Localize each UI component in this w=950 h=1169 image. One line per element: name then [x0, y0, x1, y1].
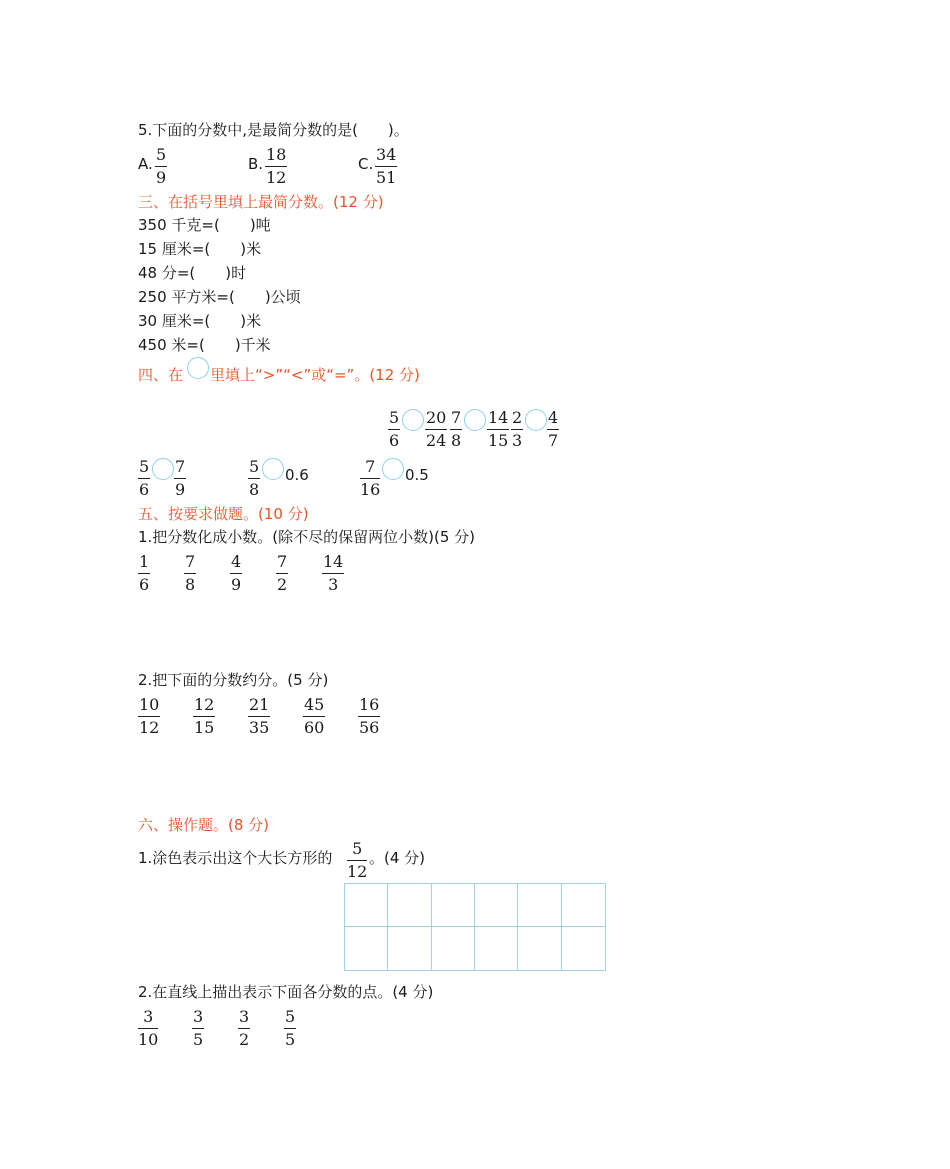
compare-r2-item-3-left: [360, 458, 380, 499]
denominator: 3: [512, 431, 523, 450]
fraction-bar: [265, 166, 287, 167]
fraction-bar: [184, 573, 196, 574]
denominator: 6: [139, 480, 150, 499]
denominator: 51: [376, 168, 397, 187]
section-4-title-part-2: 里填上“>”“<”或“=”。(12 分): [210, 366, 420, 384]
numerator: 21: [249, 695, 270, 714]
denominator: 56: [359, 718, 380, 737]
grid-cell[interactable]: [432, 884, 475, 927]
fraction-bar: [284, 1028, 296, 1029]
compare-circle-4[interactable]: [152, 458, 174, 480]
grid-cell[interactable]: [518, 884, 561, 927]
denominator: 12: [139, 718, 160, 737]
q5-option-a-label: A.: [138, 155, 153, 173]
conversion-item-1[interactable]: 350 千克=( )吨: [138, 216, 271, 234]
fraction-bar: [303, 716, 325, 717]
grid-cell[interactable]: [345, 927, 388, 970]
denominator: 12: [266, 168, 287, 187]
q5-option-b-fraction[interactable]: [265, 146, 287, 187]
section-6-q2: 2.在直线上描出表示下面各分数的点。(4 分): [138, 983, 434, 1001]
compare-circle-6[interactable]: [382, 458, 404, 480]
compare-r1-frac-3: [450, 409, 462, 450]
fraction-bar: [375, 166, 397, 167]
q5-option-b-label: B.: [248, 155, 264, 173]
denominator: 35: [249, 718, 270, 737]
numerator: 5: [249, 457, 260, 476]
numerator: 5: [285, 1007, 296, 1026]
to-decimal-frac-4: [276, 553, 288, 594]
grid-cell[interactable]: [345, 884, 388, 927]
fraction-bar: [425, 429, 447, 430]
simplify-frac-5: [358, 696, 380, 737]
denominator: 9: [175, 480, 186, 499]
numerator: 18: [266, 145, 287, 164]
denominator: 5: [193, 1030, 204, 1049]
section-5-title: 五、按要求做题。(10 分): [138, 505, 309, 523]
numerator: 5: [156, 145, 167, 164]
denominator: 15: [194, 718, 215, 737]
fraction-bar: [192, 1028, 204, 1029]
compare-circle-3[interactable]: [525, 409, 547, 431]
denominator: 16: [360, 480, 381, 499]
grid-cell[interactable]: [388, 927, 431, 970]
numerator: 34: [376, 145, 397, 164]
section-4-title-part-1: 四、在: [138, 366, 184, 384]
q5-stem: 5.下面的分数中,是最简分数的是( )。: [138, 121, 409, 139]
simplify-frac-4: [303, 696, 325, 737]
fraction-bar: [358, 716, 380, 717]
denominator: 6: [139, 575, 150, 594]
numerator: 7: [277, 552, 288, 571]
compare-r2-item-2-left: [248, 458, 260, 499]
q5-option-a-fraction[interactable]: [155, 146, 167, 187]
grid-cell[interactable]: [475, 927, 518, 970]
fraction-bar: [138, 478, 150, 479]
numerator: 7: [185, 552, 196, 571]
grid-cell[interactable]: [388, 884, 431, 927]
denominator: 10: [138, 1030, 159, 1049]
numerator: 7: [451, 408, 462, 427]
conversion-item-3[interactable]: 48 分=( )时: [138, 264, 247, 282]
number-line-frac-1: [138, 1008, 158, 1049]
fraction-bar: [238, 1028, 250, 1029]
simplify-frac-3: [248, 696, 270, 737]
compare-r2-item-1-left: [138, 458, 150, 499]
numerator: 20: [426, 408, 447, 427]
denominator: 2: [277, 575, 288, 594]
denominator: 8: [185, 575, 196, 594]
denominator: 12: [347, 862, 368, 881]
numerator: 3: [239, 1007, 250, 1026]
number-line-frac-4: [284, 1008, 296, 1049]
fraction-bar: [193, 716, 215, 717]
numerator: 7: [175, 457, 186, 476]
fraction-bar: [487, 429, 509, 430]
denominator: 15: [488, 431, 509, 450]
q5-option-c-fraction[interactable]: [375, 146, 397, 187]
numerator: 10: [139, 695, 160, 714]
fraction-bar: [138, 1028, 158, 1029]
numerator: 1: [139, 552, 150, 571]
numerator: 16: [359, 695, 380, 714]
compare-r2-item-2-right: 0.6: [285, 466, 309, 484]
numerator: 14: [323, 552, 344, 571]
numerator: 5: [139, 457, 150, 476]
compare-r1-frac-5: [511, 409, 523, 450]
fraction-bar: [450, 429, 462, 430]
grid-cell[interactable]: [562, 884, 605, 927]
numerator: 2: [512, 408, 523, 427]
numerator: 4: [231, 552, 242, 571]
circle-placeholder-icon: [187, 357, 209, 379]
fraction-bar: [155, 166, 167, 167]
conversion-item-6[interactable]: 450 米=( )千米: [138, 336, 271, 354]
fraction-bar: [230, 573, 242, 574]
fraction-bar: [248, 478, 260, 479]
fraction-bar: [138, 716, 160, 717]
numerator: 14: [488, 408, 509, 427]
denominator: 5: [285, 1030, 296, 1049]
section-6-q1-part-1: 1.涂色表示出这个大长方形的: [138, 849, 333, 867]
numerator: 12: [194, 695, 215, 714]
fraction-bar: [174, 478, 186, 479]
fraction-bar: [276, 573, 288, 574]
denominator: 8: [451, 431, 462, 450]
grid-cell[interactable]: [562, 927, 605, 970]
compare-circle-5[interactable]: [262, 458, 284, 480]
grid-cell[interactable]: [518, 927, 561, 970]
conversion-item-4[interactable]: 250 平方米=( )公顷: [138, 288, 301, 306]
denominator: 2: [239, 1030, 250, 1049]
compare-r1-frac-2: [425, 409, 447, 450]
denominator: 60: [304, 718, 325, 737]
grid-cell[interactable]: [432, 927, 475, 970]
conversion-item-2[interactable]: 15 厘米=( )米: [138, 240, 262, 258]
denominator: 24: [426, 431, 447, 450]
denominator: 3: [328, 575, 339, 594]
fraction-bar: [248, 716, 270, 717]
compare-r2-item-3-right: 0.5: [405, 466, 429, 484]
fraction-bar: [322, 573, 344, 574]
section-5-q2: 2.把下面的分数约分。(5 分): [138, 671, 329, 689]
compare-circle-2[interactable]: [464, 409, 486, 431]
shading-rectangle-grid[interactable]: [344, 883, 606, 971]
fraction-bar: [511, 429, 523, 430]
number-line-frac-2: [192, 1008, 204, 1049]
numerator: 3: [193, 1007, 204, 1026]
compare-circle-1[interactable]: [402, 409, 424, 431]
numerator: 45: [304, 695, 325, 714]
simplify-frac-1: [138, 696, 160, 737]
simplify-frac-2: [193, 696, 215, 737]
fraction-bar: [388, 429, 400, 430]
numerator: 5: [389, 408, 400, 427]
q5-option-c-label: C.: [358, 155, 374, 173]
numerator: 3: [143, 1007, 154, 1026]
fraction-bar: [138, 573, 150, 574]
section-6-title: 六、操作题。(8 分): [138, 816, 270, 834]
compare-r2-item-1-right: [174, 458, 186, 499]
denominator: 7: [548, 431, 559, 450]
section-5-q1: 1.把分数化成小数。(除不尽的保留两位小数)(5 分): [138, 528, 476, 546]
compare-r1-frac-1: [388, 409, 400, 450]
to-decimal-frac-5: [322, 553, 344, 594]
conversion-item-5[interactable]: 30 厘米=( )米: [138, 312, 262, 330]
section-3-title: 三、在括号里填上最简分数。(12 分): [138, 193, 384, 211]
grid-cell[interactable]: [475, 884, 518, 927]
to-decimal-frac-2: [184, 553, 196, 594]
denominator: 8: [249, 480, 260, 499]
fraction-bar: [360, 478, 380, 479]
number-line-frac-3: [238, 1008, 250, 1049]
numerator: 7: [365, 457, 376, 476]
numerator: 4: [548, 408, 559, 427]
section-6-q1-part-2: 。(4 分): [369, 849, 426, 867]
fraction-bar: [347, 860, 367, 861]
numerator: 5: [352, 839, 363, 858]
denominator: 9: [231, 575, 242, 594]
section-6-q1-fraction: [347, 840, 367, 881]
to-decimal-frac-1: [138, 553, 150, 594]
compare-r1-frac-6: [547, 409, 559, 450]
denominator: 6: [389, 431, 400, 450]
compare-r1-frac-4: [487, 409, 509, 450]
to-decimal-frac-3: [230, 553, 242, 594]
fraction-bar: [547, 429, 559, 430]
denominator: 9: [156, 168, 167, 187]
